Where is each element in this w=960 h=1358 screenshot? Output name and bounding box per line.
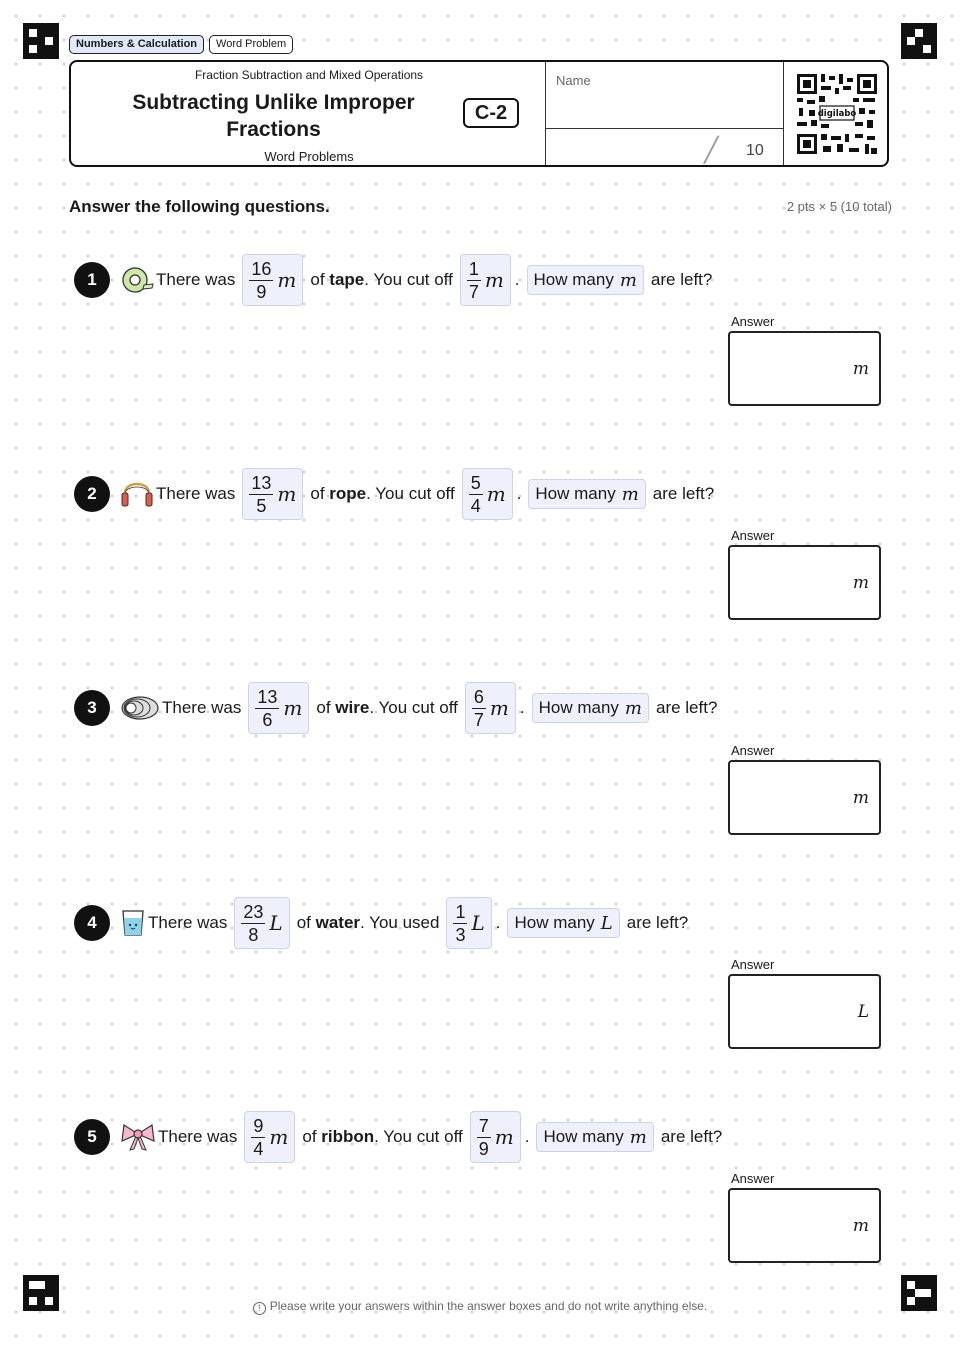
fraction-numerator: 16 (251, 258, 272, 279)
removed-fraction (462, 468, 513, 520)
how-many-box (532, 693, 649, 723)
unit-label: m (486, 482, 506, 506)
question-number: 5 (74, 1119, 110, 1155)
how-many-box (507, 908, 619, 938)
removed-fraction (446, 897, 491, 949)
answer-label: Answer (731, 528, 775, 543)
removed-fraction (470, 1111, 521, 1163)
fraction-denominator: 6 (262, 709, 273, 730)
tape-icon (120, 265, 154, 295)
points-info: 2 pts × 5 (10 total) (786, 199, 892, 214)
question-text-of: of (310, 270, 325, 289)
fraction-numerator: 1 (455, 901, 466, 922)
unit-label: m (283, 696, 303, 720)
qr-logo-text: digilabo (817, 109, 857, 119)
amount-fraction (242, 254, 303, 306)
answer-label: Answer (731, 743, 775, 758)
name-divider (546, 128, 783, 129)
answer-unit: L (857, 1002, 869, 1022)
unit-label: m (489, 696, 509, 720)
unit-label: m (484, 268, 504, 292)
answer-box-2[interactable] (728, 545, 881, 620)
answer-label: Answer (731, 1171, 775, 1186)
fraction-denominator: 3 (455, 924, 466, 945)
ribbon-icon (120, 1122, 156, 1152)
answer-unit: m (852, 1216, 869, 1236)
qr-code-icon (795, 72, 879, 156)
fraction-numerator: 5 (470, 472, 481, 493)
question-item: wire (335, 698, 370, 717)
footer-text: Please write your answers within the answer boxes and do not write anything else. (269, 1299, 708, 1313)
unit-label: L (471, 911, 485, 935)
answer-box-3[interactable] (728, 760, 881, 835)
page-title: Subtracting Unlike Improper Fractions (132, 91, 415, 141)
tag-numbers-calculation: Numbers & Calculation (69, 35, 204, 54)
fraction-numerator: 9 (253, 1115, 264, 1136)
name-label: Name (556, 73, 591, 88)
fraction-numerator: 6 (473, 686, 484, 707)
amount-fraction (244, 1111, 295, 1163)
answer-box-1[interactable] (728, 331, 881, 406)
question-3: 3 There was $\frac{13}{6}$ m of wire . You cut off $\frac{6}{7}$ m . How many m are left? (74, 678, 717, 738)
answer-box-4[interactable] (728, 974, 881, 1049)
amount-fraction (248, 682, 309, 734)
how-many-text: How many (543, 1127, 624, 1146)
header-subtitle: Fraction Subtraction and Mixed Operations (194, 68, 424, 82)
question-item: water (315, 913, 361, 932)
question-text-pre: There was (156, 270, 236, 289)
fraction-denominator: 5 (256, 495, 267, 516)
question-text-mid: . You cut off (364, 270, 453, 289)
question-text-of: of (296, 913, 311, 932)
question-number: 1 (74, 262, 110, 298)
answer-box-5[interactable] (728, 1188, 881, 1263)
how-many-text: How many (514, 913, 595, 932)
unit-label: m (494, 1125, 514, 1149)
question-text-mid: . You cut off (369, 698, 458, 717)
water-cup-icon (120, 908, 146, 938)
fraction-denominator: 7 (473, 709, 484, 730)
question-text-pre: There was (156, 484, 236, 503)
question-text-post: are left? (655, 698, 718, 717)
footer-note (0, 1299, 960, 1315)
rope-icon (120, 479, 154, 509)
answer-label: Answer (731, 957, 775, 972)
corner-marker-top-left (23, 23, 59, 59)
how-many-box (527, 265, 644, 295)
amount-fraction (234, 897, 289, 949)
corner-marker-top-right (901, 23, 937, 59)
fraction-numerator: 1 (468, 258, 479, 279)
answer-unit: m (852, 788, 869, 808)
wire-icon (120, 693, 160, 723)
answer-label: Answer (731, 314, 775, 329)
question-text-of: of (310, 484, 325, 503)
worksheet-code-badge: C-2 (463, 98, 519, 128)
unit-label: m (624, 697, 642, 719)
unit-label: L (600, 912, 613, 934)
unit-label: m (619, 269, 637, 291)
fraction-denominator: 9 (478, 1138, 489, 1159)
removed-fraction (460, 254, 511, 306)
category-tags (69, 35, 293, 54)
unit-label: m (621, 483, 639, 505)
question-2: 2 There was $\frac{13}{5}$ m of rope . You cut off $\frac{5}{4}$ m . How many m are left? (74, 464, 714, 524)
how-many-text: How many (535, 484, 616, 503)
question-text-pre: There was (148, 913, 228, 932)
worksheet-header (69, 60, 889, 167)
answer-unit: m (852, 359, 869, 379)
question-item: tape (329, 270, 365, 289)
how-many-box (536, 1122, 653, 1152)
answer-unit: m (852, 573, 869, 593)
fraction-numerator: 7 (478, 1115, 489, 1136)
question-text-pre: There was (162, 698, 242, 717)
fraction-numerator: 23 (243, 901, 264, 922)
question-text-mid: . You cut off (366, 484, 455, 503)
score-total: 10 (746, 142, 764, 159)
question-number: 3 (74, 690, 110, 726)
score-slash: ╱ (704, 136, 719, 164)
question-number: 2 (74, 476, 110, 512)
question-4: 4 There was $\frac{23}{8}$ L of water . You used $\frac{1}{3}$ L . How many L are left? (74, 893, 688, 953)
question-text-pre: There was (158, 1127, 238, 1146)
unit-label: m (277, 482, 297, 506)
question-text-mid: . You used (360, 913, 440, 932)
question-text-mid: . You cut off (374, 1127, 463, 1146)
instructions: Answer the following questions. (69, 197, 330, 216)
question-5: 5 There was $\frac{9}{4}$ m of ribbon . You cut off $\frac{7}{9}$ m . How many m are left? (74, 1107, 722, 1167)
question-item: ribbon (321, 1127, 375, 1146)
question-text-post: are left? (660, 1127, 723, 1146)
amount-fraction (242, 468, 303, 520)
question-text-of: of (316, 698, 331, 717)
fraction-numerator: 13 (251, 472, 272, 493)
how-many-text: How many (533, 270, 614, 289)
question-text-of: of (302, 1127, 317, 1146)
question-text-post: are left? (626, 913, 689, 932)
unit-label: m (269, 1125, 289, 1149)
fraction-denominator: 4 (253, 1138, 264, 1159)
fraction-denominator: 8 (248, 924, 259, 945)
how-many-text: How many (538, 698, 619, 717)
question-1: 1 There was $\frac{16}{9}$ m of tape . You cut off $\frac{1}{7}$ m . How many m are left? (74, 250, 712, 310)
unit-label: m (629, 1126, 647, 1148)
fraction-denominator: 7 (468, 281, 479, 302)
fraction-denominator: 4 (470, 495, 481, 516)
unit-label: m (277, 268, 297, 292)
question-text-post: are left? (652, 484, 715, 503)
question-number: 4 (74, 905, 110, 941)
tag-word-problem: Word Problem (209, 35, 293, 54)
fraction-numerator: 13 (257, 686, 278, 707)
removed-fraction (465, 682, 516, 734)
fraction-denominator: 9 (256, 281, 267, 302)
header-section-label: Word Problems (264, 149, 354, 164)
question-item: rope (329, 484, 367, 503)
info-icon: ! (253, 1302, 266, 1315)
how-many-box (528, 479, 645, 509)
question-text-post: are left? (650, 270, 713, 289)
name-score-panel (545, 62, 784, 165)
unit-label: L (269, 911, 283, 935)
